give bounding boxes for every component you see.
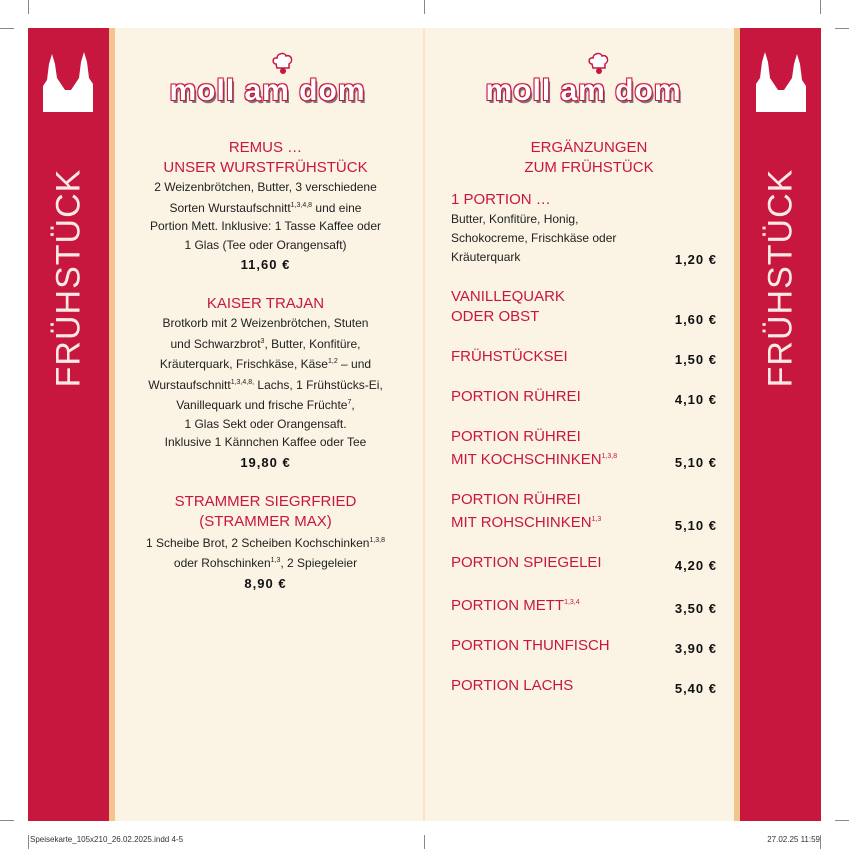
extra-item-price: 1,50 € [674,352,717,367]
title-line: PORTION SPIEGELEI [451,554,602,571]
allergen-note: 1,3,8 [369,536,386,544]
crop-mark [424,0,425,14]
description-line: Wurstaufschnitt$^{1,3,4,8,}$ Lachs, 1 Frühstücks-Ei, [148,377,383,392]
side-label-right: FRÜHSTÜCK [761,168,799,388]
right-side-band [740,28,821,821]
crop-mark [820,0,821,14]
menu-spread [28,28,821,821]
crop-mark [424,835,425,849]
title-line: UNSER WURSTFRÜHSTÜCK [163,159,368,176]
print-slug-right: 27.02.25 11:59 [767,835,820,844]
menu-item-description [138,314,393,452]
description-line: Sorten Wurstaufschnitt$^{1,3,4,8}$ und eine [169,200,362,215]
extra-item-title [451,387,661,407]
center-fold [423,28,425,821]
description-line: Kräuterquark [451,250,521,264]
extras-heading [461,138,717,178]
menu-item-title [138,138,393,178]
cathedral-icon [754,50,808,112]
extra-item [451,676,717,696]
menu-item-description [138,178,393,254]
chef-hat-icon [272,52,294,74]
allergen-note: 1,3,8 [601,453,618,460]
description-line: 1 Glas Sekt oder Orangensaft. [184,416,347,431]
extra-item-title [451,593,661,616]
extra-item [451,636,717,656]
side-label-left: FRÜHSTÜCK [49,168,87,388]
description-line: 1 Scheibe Brot, 2 Scheiben Kochschinken$^{1,3,8}$ [145,535,386,550]
menu-item-title [138,492,393,532]
description-line: Kräuterquark, Frischkäse, Käse$^{1,2}$ – und [159,357,372,371]
menu-item [138,294,393,474]
menu-item-price: 8,90 € [244,575,287,591]
crop-mark [820,835,821,849]
title-line: STRAMMER SIEGRFRIED [174,492,357,510]
chef-hat-icon [588,52,610,74]
description-line: Brotkorb mit 2 Weizenbrötchen, Stuten [162,316,369,330]
logo-left [170,52,365,112]
allergen-note: 1,3 [591,516,602,523]
crop-mark [835,28,849,29]
description-line: und Schwarzbrot$^3$, Butter, Konfitüre, [170,336,361,351]
allergen-note: 7 [347,399,352,406]
extra-item-title [451,347,661,367]
extra-item [451,593,717,616]
breakfast-extras-right [451,138,717,716]
extra-item-title [451,553,661,573]
description-line: 1 Glas (Tee oder Orangensaft) [184,237,347,252]
crop-mark [28,0,29,14]
extra-item [451,553,717,573]
description-line: Portion Mett. Inklusive: 1 Tasse Kaffee oder [149,219,382,233]
extra-item [451,347,717,367]
extra-item-description [451,210,651,267]
extra-item [451,190,717,267]
extra-item-price: 1,20 € [674,252,717,267]
logo-text: moll am dom [169,74,366,107]
print-slug-left: Speisekarte_105x210_26.02.2025.indd 4-5 [30,835,184,844]
extra-item [451,490,717,533]
crop-mark [28,835,29,849]
extras-list [451,190,717,696]
description-line: oder Rohschinken$^{1,3}$, 2 Spiegeleier [173,556,358,570]
title-line: ODER OBST [451,308,540,325]
menu-item [138,492,393,595]
description-line: Inklusive 1 Kännchen Kaffee oder Tee [164,435,367,449]
menu-item-price: 11,60 € [240,257,291,272]
allergen-note: 1,3 [270,557,281,564]
extra-item-price: 5,10 € [674,518,717,533]
extra-item-price: 1,60 € [674,312,717,327]
title-line: 1 PORTION … [451,191,551,208]
description-line: Butter, Konfitüre, Honig, [451,212,579,226]
extra-item-price: 3,50 € [674,601,717,616]
extra-item-title [451,676,661,696]
title-line: MIT KOCHSCHINKEN$^{1,3,8}$ [451,451,618,468]
title-line: PORTION RÜHREI [451,428,581,445]
menu-item-title [138,294,393,314]
extra-item-title [451,636,661,656]
description-line: 2 Weizenbrötchen, Butter, 3 verschiedene [154,180,377,194]
title-line: PORTION RÜHREI [451,491,581,508]
extras-heading-line: ERGÄNZUNGEN [530,139,648,156]
allergen-note: 1,2 [327,358,338,365]
logo-right [486,52,681,112]
allergen-note: 1,3,4,8 [290,201,313,209]
title-line: VANILLEQUARK [451,288,565,305]
title-line: KAISER TRAJAN [206,295,325,312]
title-line: FRÜHSTÜCKSEI [451,348,568,365]
extra-item [451,287,717,327]
crop-mark [0,28,14,29]
left-stripe [109,28,115,821]
left-side-band [28,28,109,821]
title-line: PORTION LACHS [451,677,574,694]
menu-item-description [138,532,393,573]
allergen-note: 1,3,4,8, [230,378,255,386]
title-line: PORTION THUNFISCH [451,637,610,654]
extra-item-title [451,287,661,327]
menu-item-price: 19,80 € [240,454,291,470]
extra-item-title [451,190,661,210]
allergen-note: 3 [260,337,265,345]
extra-item [451,387,717,407]
title-line: PORTION METT$^{1,3,4}$ [451,597,580,614]
extra-item-price: 4,10 € [674,392,717,407]
title-line: PORTION RÜHREI [451,388,581,405]
extra-item-title [451,427,661,470]
extra-item-title [451,490,661,533]
extra-item [451,427,717,470]
cathedral-icon [41,50,95,112]
extra-item-price: 5,10 € [674,455,717,470]
breakfast-menu-left [138,138,393,613]
menu-item [138,138,393,276]
title-line: MIT ROHSCHINKEN$^{1,3}$ [451,514,602,531]
extra-item-price: 5,40 € [674,681,717,696]
allergen-note: 1,3,4 [564,599,580,606]
title-line: (STRAMMER MAX) [199,512,332,530]
logo-text: moll am dom [485,74,682,107]
extra-item-price: 4,20 € [674,558,717,573]
extras-heading-line: ZUM FRÜHSTÜCK [524,159,654,176]
title-line: REMUS … [228,139,303,156]
extra-item-price: 3,90 € [674,641,717,656]
crop-mark [0,820,14,821]
crop-mark [835,820,849,821]
description-line: Schokocreme, Frischkäse oder [451,231,617,245]
description-line: Vanillequark und frische Früchte$^7$, [176,398,355,412]
